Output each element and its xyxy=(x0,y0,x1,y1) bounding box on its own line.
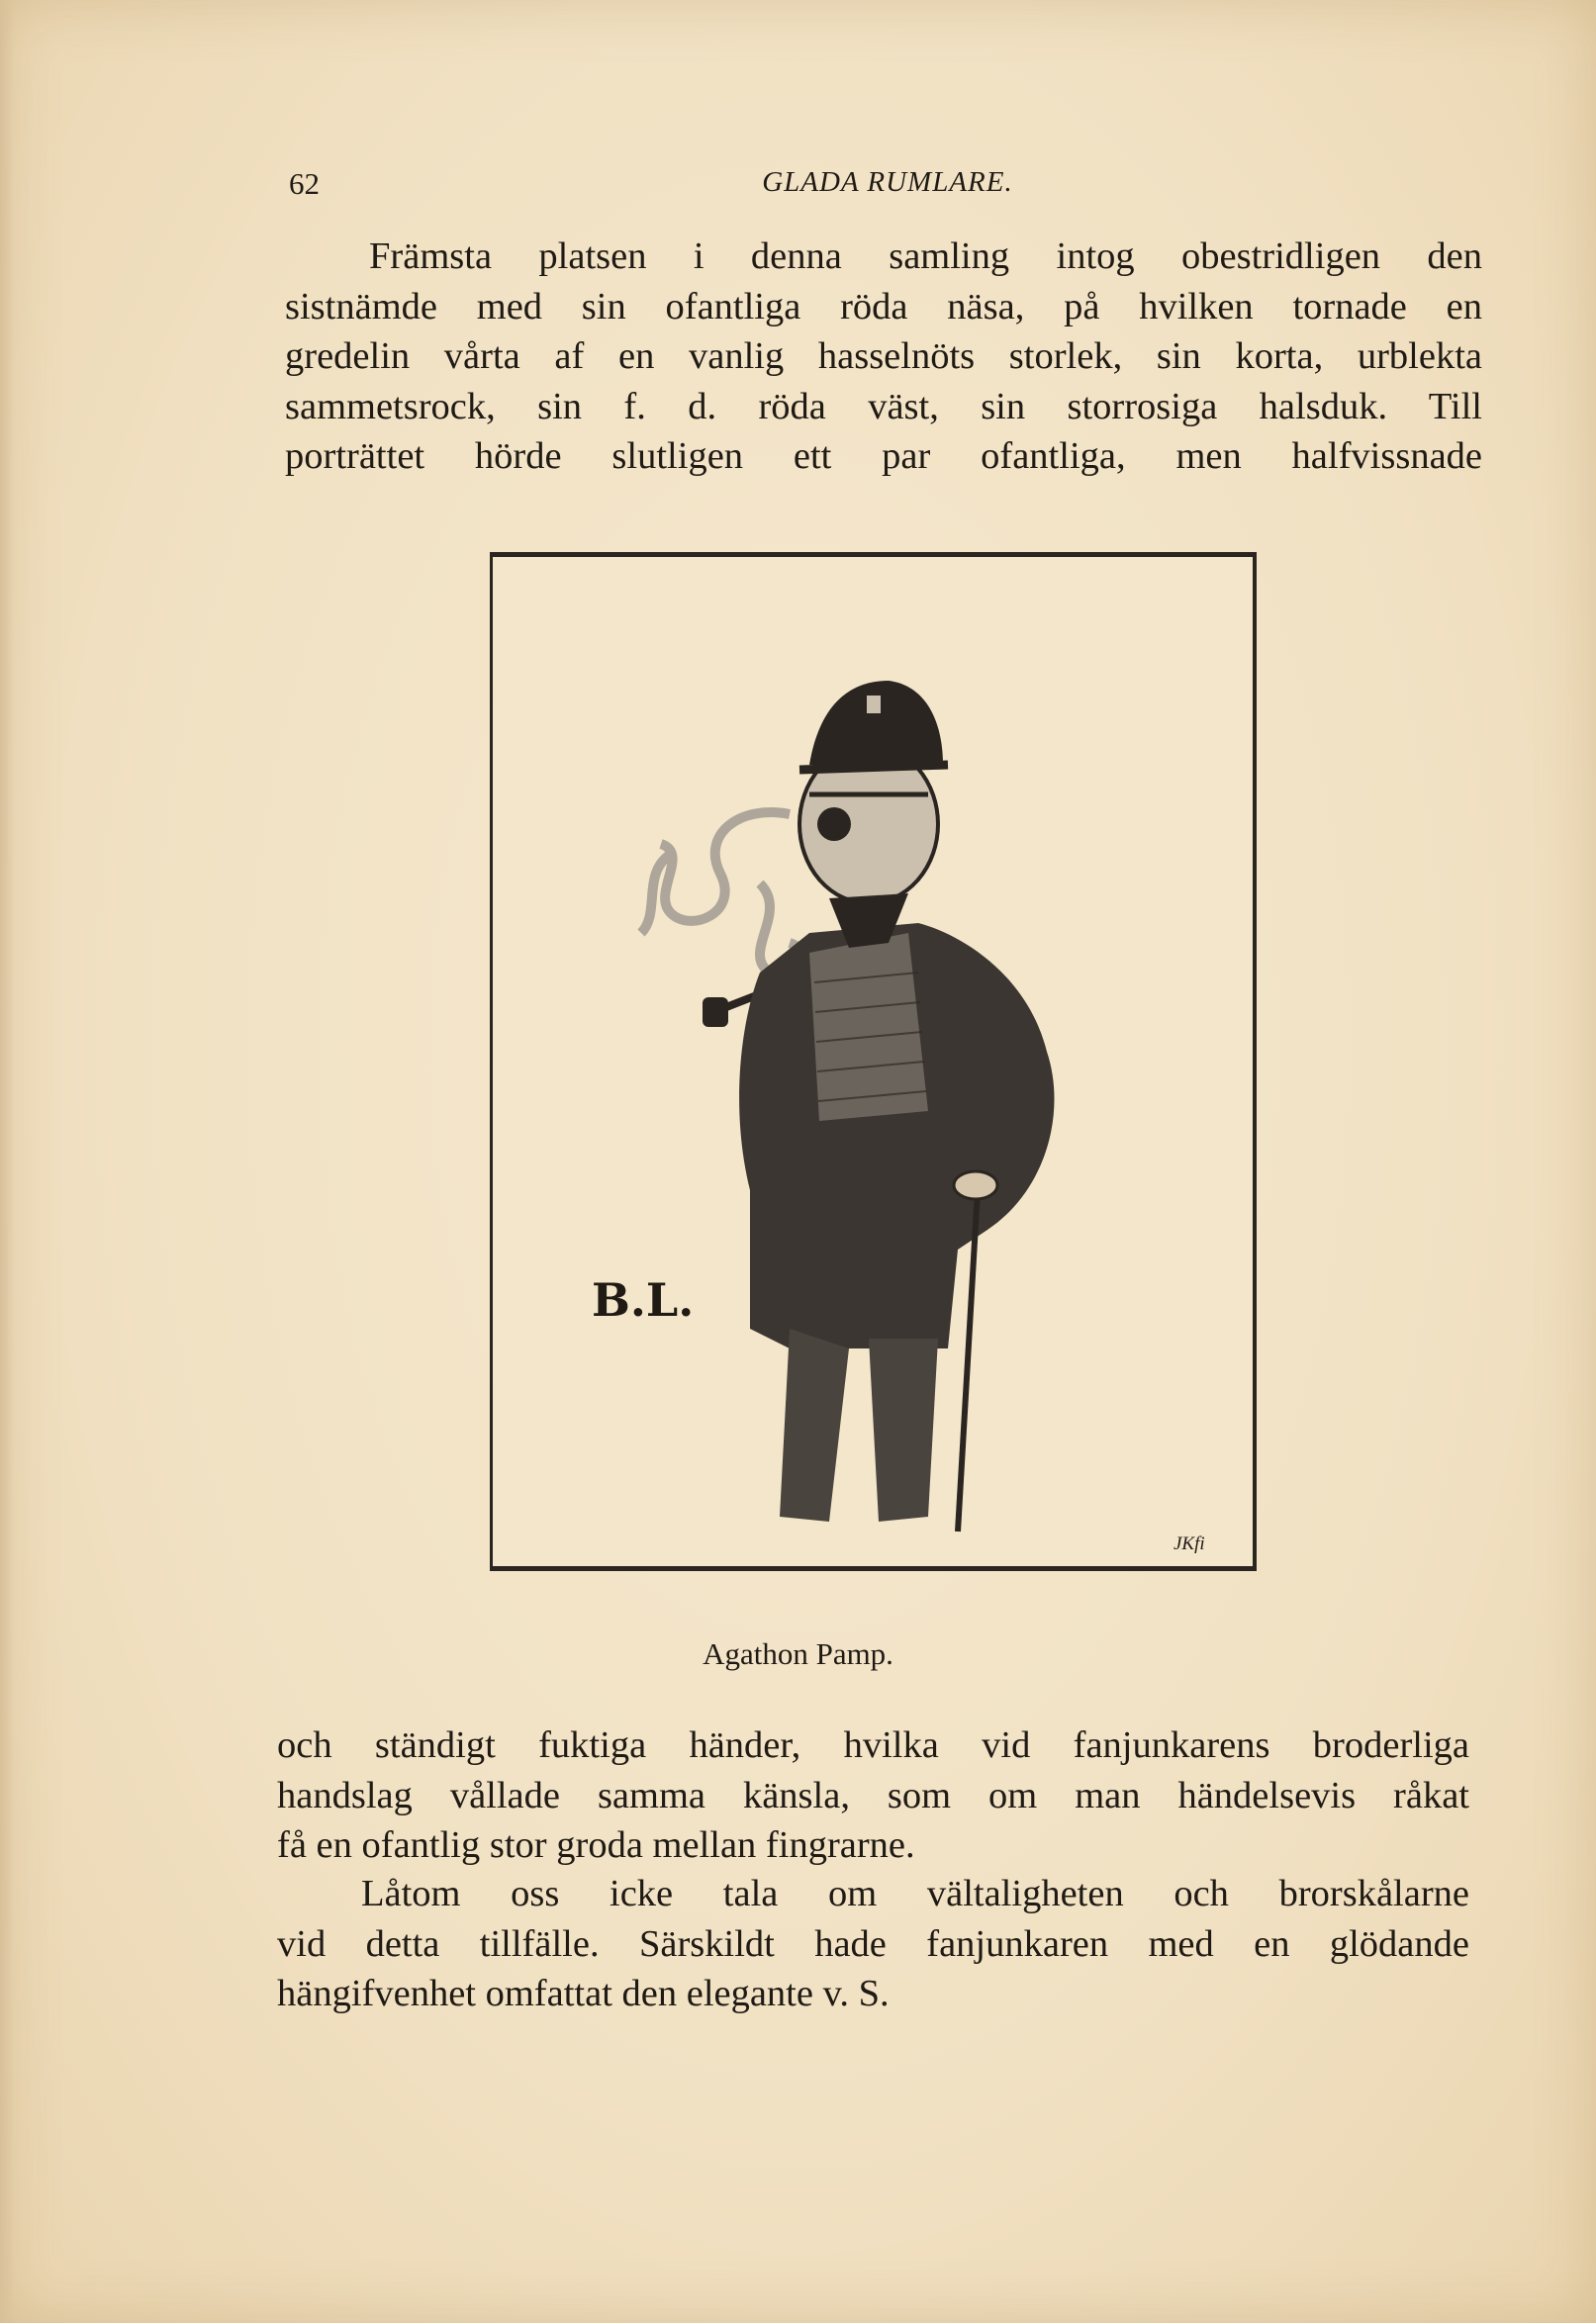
page-number: 62 xyxy=(289,166,320,201)
page-edge-shadow xyxy=(0,0,14,2323)
page-header xyxy=(289,166,1486,206)
engraver-signature: JKfi xyxy=(1174,1533,1205,1554)
text-line: gredelin vårta af en vanlig hasselnöts storlek, sin korta, urblekta xyxy=(285,335,1482,377)
artist-initials: B.L. xyxy=(592,1273,695,1327)
text-line: handslag vållade samma känsla, som om man händelsevis råkat xyxy=(277,1774,1469,1816)
text-line: hängifvenhet omfattat den elegante v. S. xyxy=(277,1973,890,2014)
illustration-frame xyxy=(490,552,1257,1571)
text-line: och ständigt fuktiga händer, hvilka vid fanjunkarens broderliga xyxy=(277,1724,1469,1766)
paragraph-3 xyxy=(277,1869,1469,2019)
text-line: sistnämde med sin ofantliga röda näsa, på hvilken tornade en xyxy=(285,285,1482,327)
text-line: sammetsrock, sin f. d. röda väst, sin storrosiga halsduk. Till xyxy=(285,385,1482,427)
cap-icon xyxy=(809,681,943,765)
text-line: porträttet hörde slutligen ett par ofantliga, men halfvissnade xyxy=(285,435,1482,477)
man-with-pipe-illustration xyxy=(493,557,1253,1566)
left-leg xyxy=(780,1329,849,1522)
text-line: Låtom oss icke tala om vältaligheten och brorskålarne xyxy=(361,1873,1469,1914)
paragraph-2 xyxy=(277,1720,1469,1871)
illustration-caption: Agathon Pamp. xyxy=(703,1636,893,1671)
text-line: Främsta platsen i denna samling intog obestridligen den xyxy=(369,235,1482,277)
smoke-icon xyxy=(641,812,804,977)
text-line: vid detta tillfälle. Särskildt hade fanjunkaren med en glödande xyxy=(277,1922,1469,1965)
paragraph-1 xyxy=(285,232,1482,482)
running-title: GLADA RUMLARE. xyxy=(762,166,1013,198)
right-leg xyxy=(869,1339,938,1522)
nose xyxy=(817,807,851,841)
text-line: få en ofantlig stor groda mellan fingrarne. xyxy=(277,1824,915,1866)
